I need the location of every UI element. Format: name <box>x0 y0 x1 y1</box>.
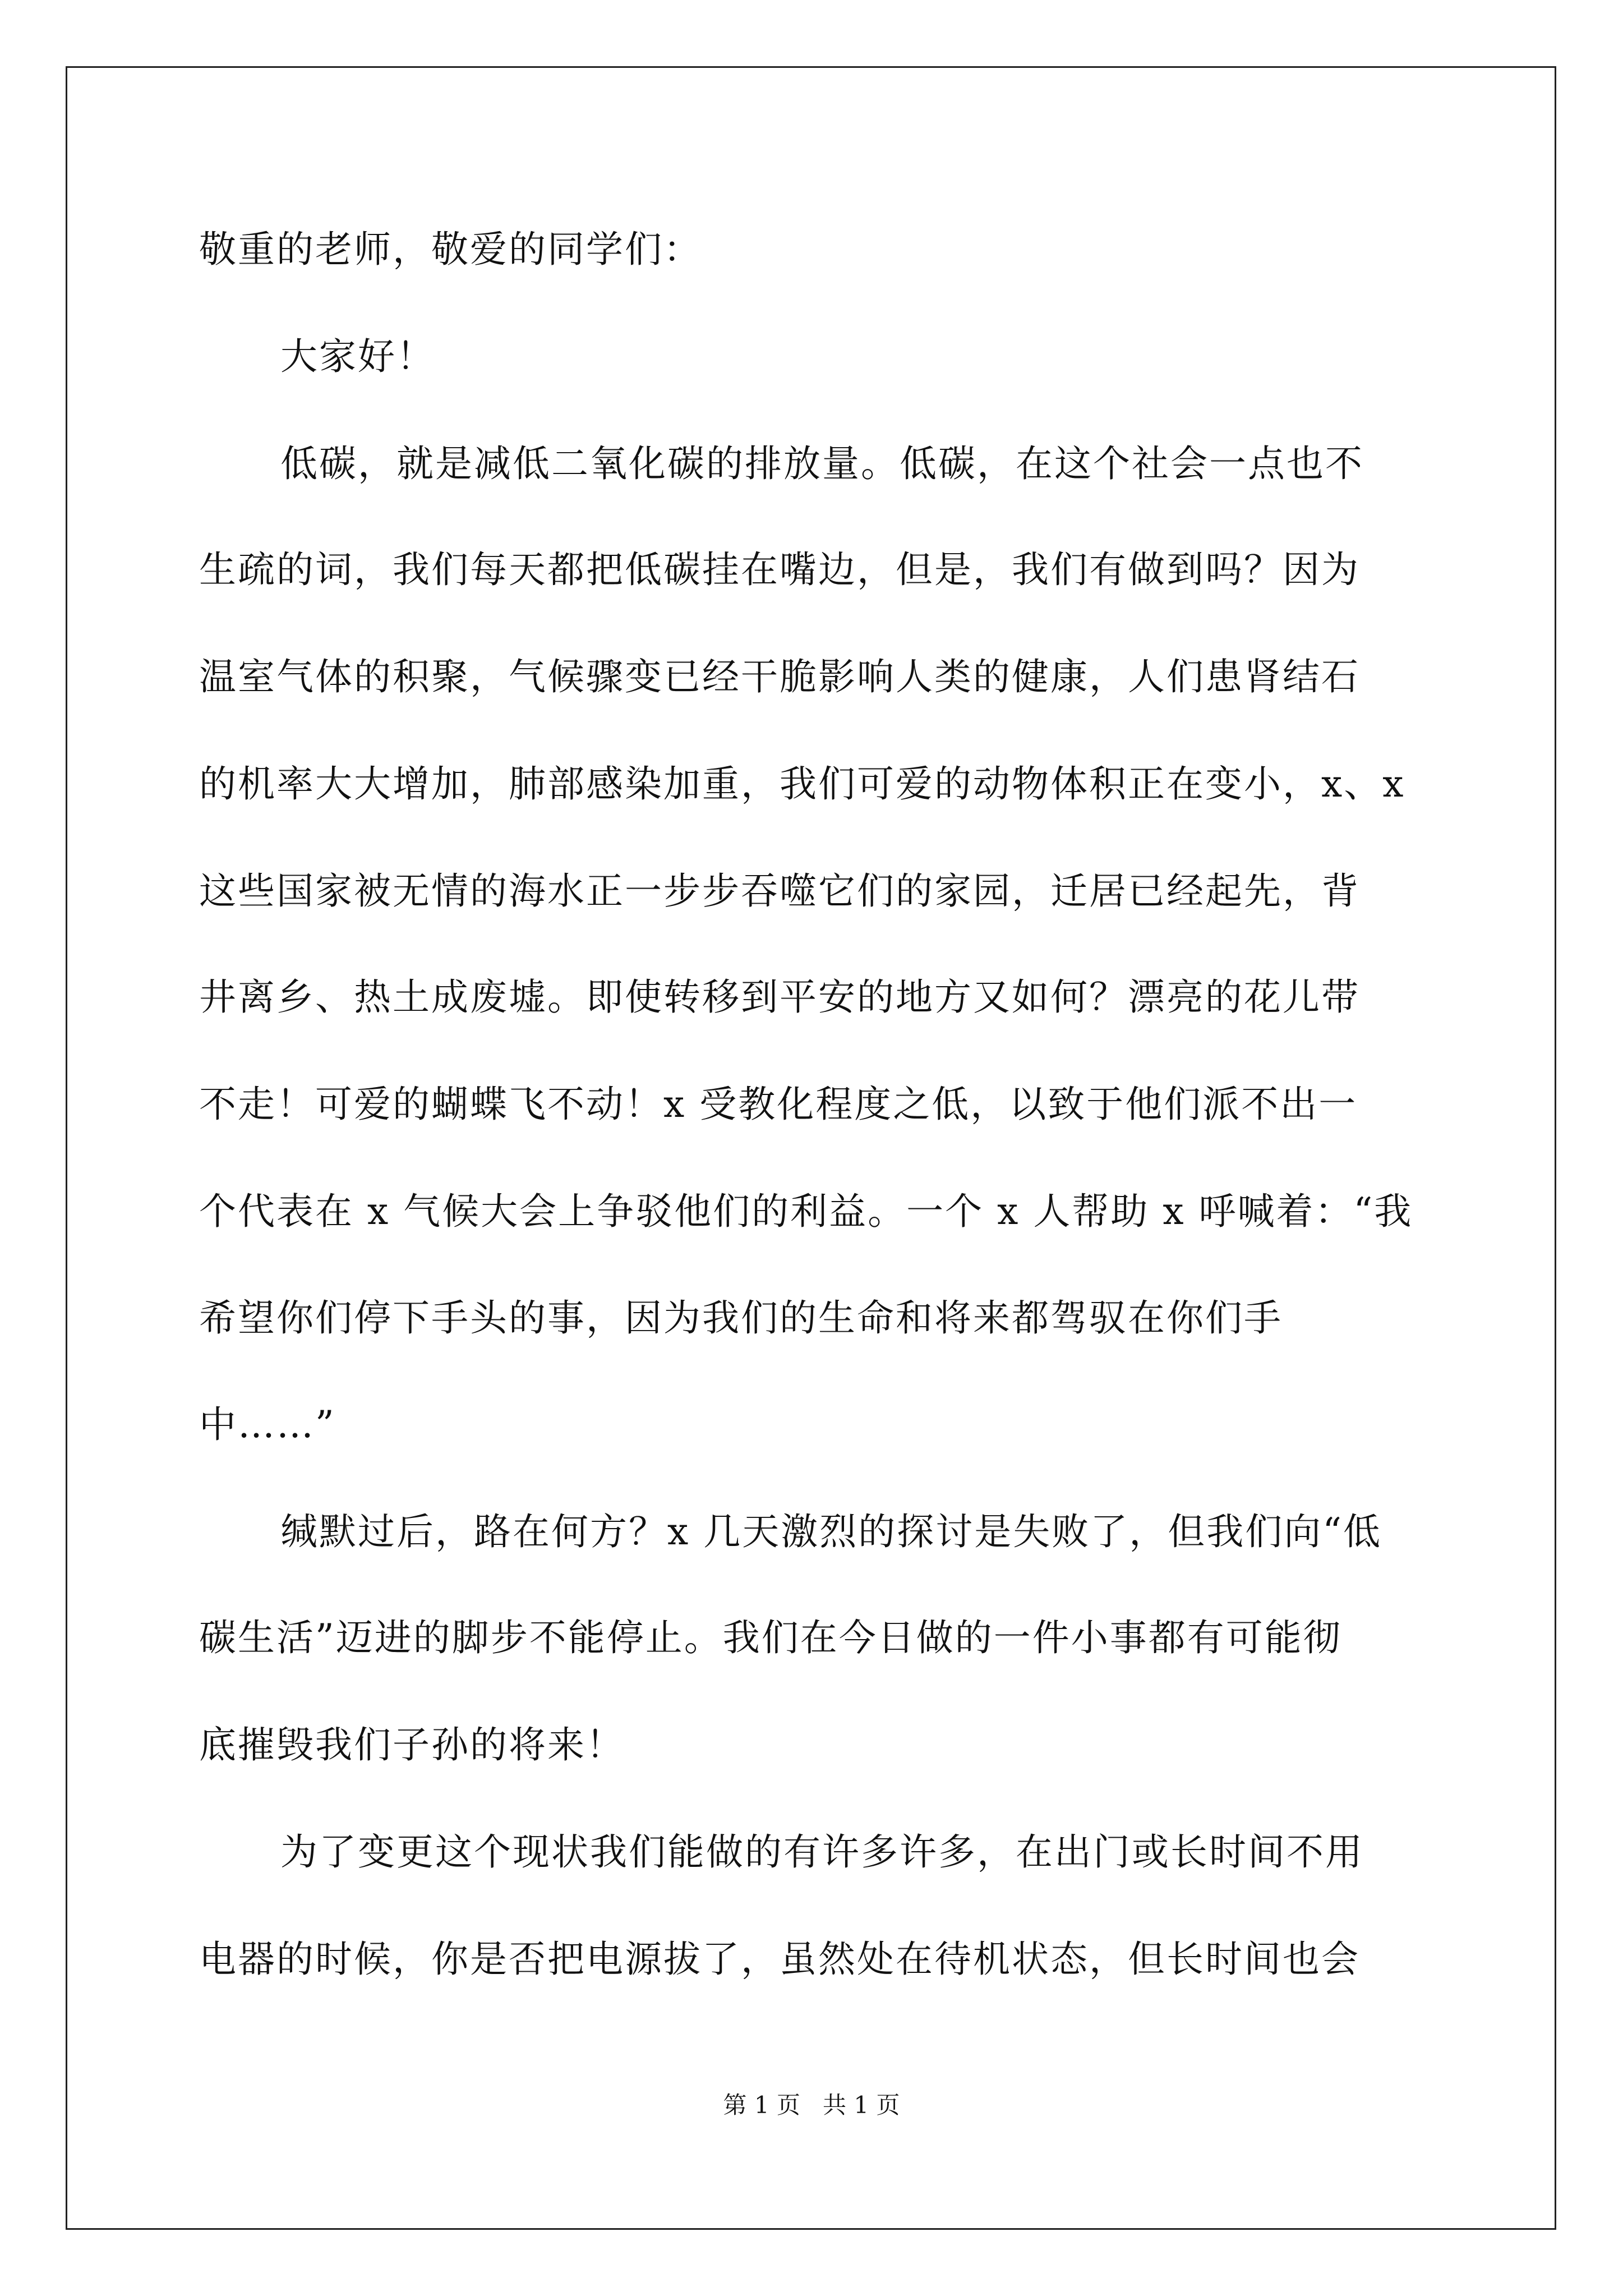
salutation-line: 敬重的老师，敬爱的同学们： <box>199 228 702 271</box>
paragraph-3-line-1: 为了变更这个现状我们能做的有许多许多，在出门或长时间不用 <box>280 1830 1364 1874</box>
paragraph-1-line-1: 低碳，就是减低二氧化碳的排放量。低碳，在这个社会一点也不 <box>280 442 1364 485</box>
paragraph-1-line-4: 的机率大大增加，肺部感染加重，我们可爱的动物体积正在变小，x、x <box>199 762 1405 806</box>
paragraph-1-line-2: 生疏的词，我们每天都把低碳挂在嘴边，但是，我们有做到吗？因为 <box>199 548 1360 591</box>
paragraph-1-line-5: 这些国家被无情的海水正一步步吞噬它们的家园，迁居已经起先，背 <box>199 869 1360 913</box>
paragraph-2-line-2: 碳生活”迈进的脚步不能停止。我们在今日做的一件小事都有可能彻 <box>199 1616 1342 1659</box>
page-border <box>66 66 1556 2230</box>
paragraph-2-line-3: 底摧毁我们子孙的将来！ <box>199 1723 625 1766</box>
greeting-line: 大家好！ <box>280 335 435 378</box>
paragraph-1-line-6: 井离乡、热土成废墟。即使转移到平安的地方又如何？漂亮的花儿带 <box>199 976 1360 1019</box>
paragraph-3-line-2: 电器的时候，你是否把电源拔了，虽然处在待机状态，但长时间也会 <box>199 1938 1360 1981</box>
paragraph-1-line-8: 个代表在 x 气候大会上争驳他们的利益。一个 x 人帮助 x 呼喊着：“我 <box>199 1190 1413 1233</box>
paragraph-1-line-7: 不走！可爱的蝴蝶飞不动！x 受教化程度之低，以致于他们派不出一 <box>199 1083 1358 1126</box>
paragraph-1-line-10: 中……” <box>199 1403 336 1446</box>
paragraph-1-line-3: 温室气体的积聚，气候骤变已经干脆影响人类的健康，人们患肾结石 <box>199 655 1360 698</box>
page-footer: 第 1 页 共 1 页 <box>723 2091 900 2119</box>
paragraph-1-line-9: 希望你们停下手头的事，因为我们的生命和将来都驾驭在你们手 <box>199 1296 1283 1340</box>
paragraph-2-line-1: 缄默过后，路在何方？x 几天激烈的探讨是失败了，但我们向“低 <box>280 1510 1382 1553</box>
